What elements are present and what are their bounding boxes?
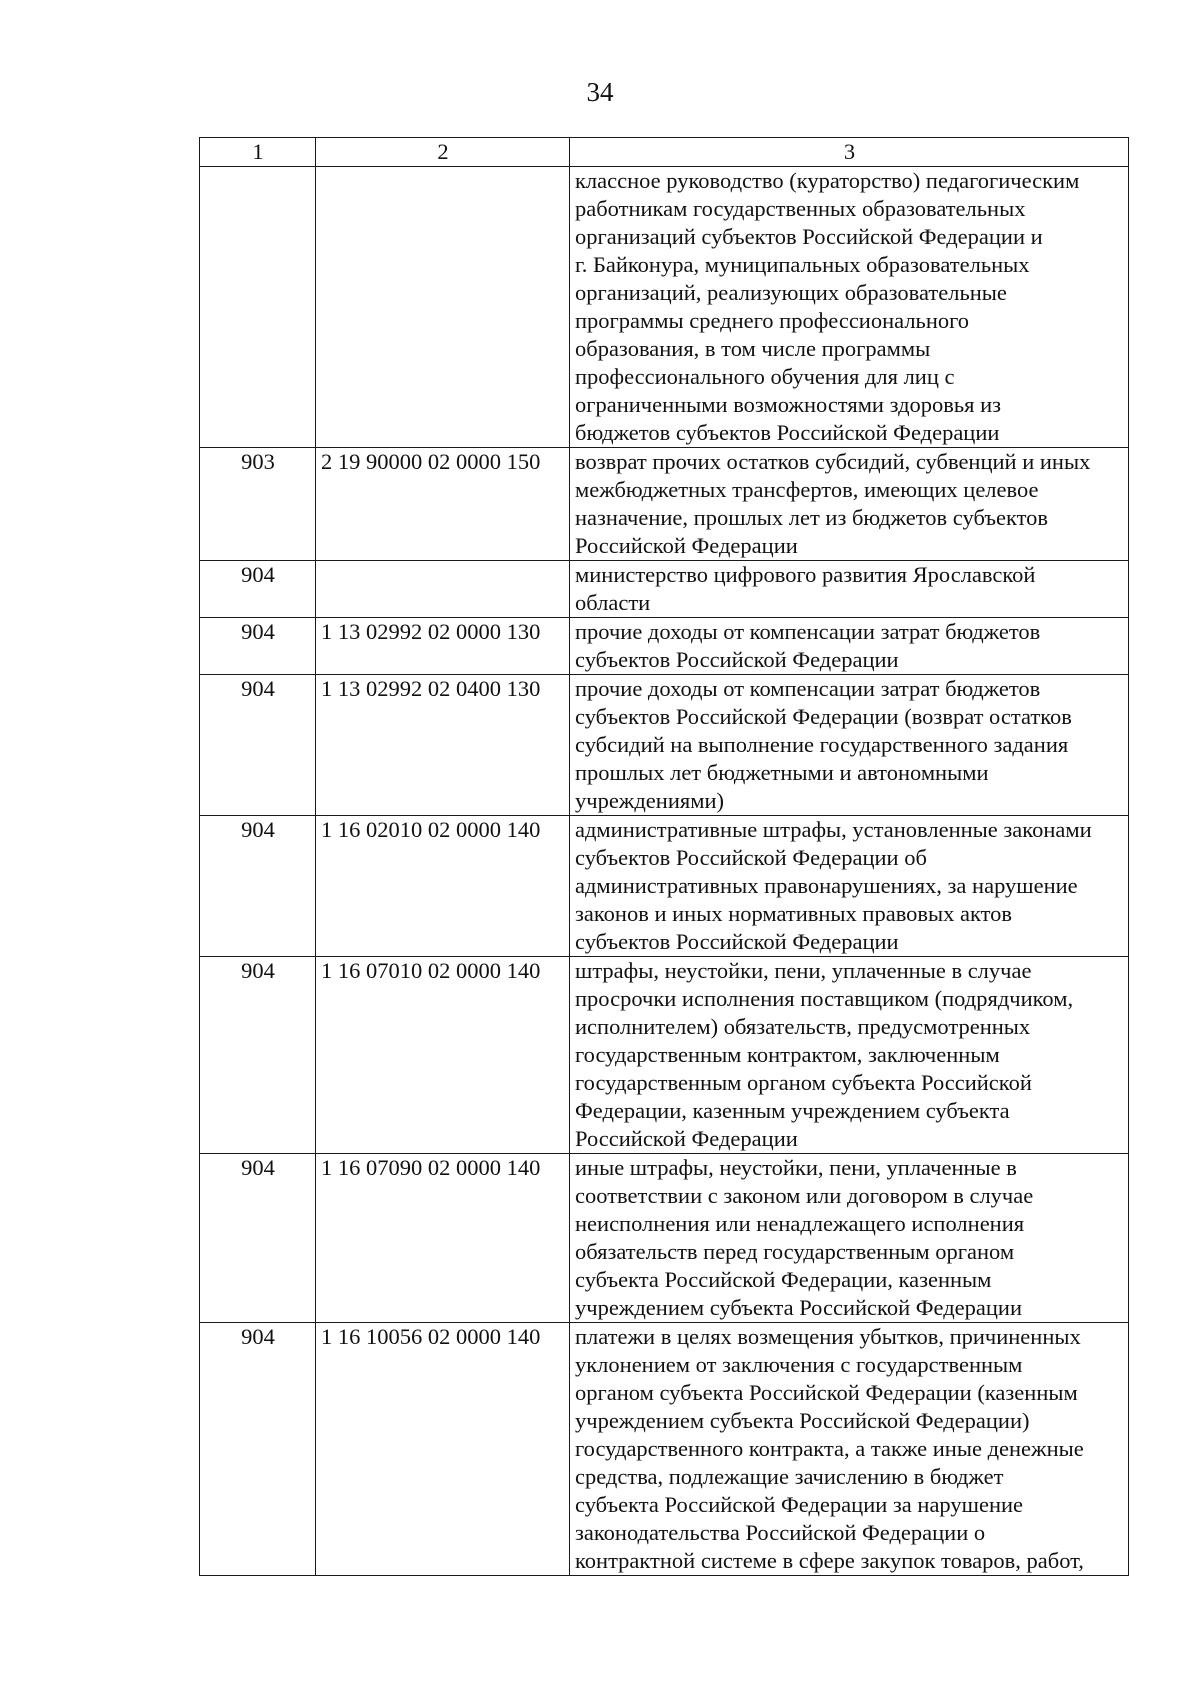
- column-header-1: 1: [200, 138, 316, 167]
- description-line: платежи в целях возмещения убытков, причиненных: [575, 1324, 1081, 1349]
- description-line: субъектов Российской Федерации (возврат остатков: [575, 704, 1072, 729]
- table-row: [200, 816, 1129, 957]
- table-row: [200, 448, 1129, 561]
- description-line: исполнителем) обязательств, предусмотренных: [575, 1014, 1031, 1039]
- description-line: соответствии с законом или договором в случае: [575, 1183, 1034, 1208]
- description-line: средства, подлежащие зачислению в бюджет: [575, 1464, 1004, 1489]
- table-row: [200, 561, 1129, 618]
- table-row: [200, 167, 1129, 448]
- description-line: работникам государственных образовательных: [575, 196, 1026, 221]
- table-row: [200, 957, 1129, 1154]
- description-line: ограниченными возможностями здоровья из: [575, 392, 1002, 417]
- admin-code-cell: 904: [200, 561, 316, 618]
- description-line: Российской Федерации: [575, 1126, 798, 1151]
- description-line: контрактной системе в сфере закупок товаров, работ,: [575, 1548, 1084, 1573]
- description-line: субъектов Российской Федерации об: [575, 845, 927, 870]
- description-cell: [570, 1323, 1129, 1576]
- description-line: обязательств перед государственным органом: [575, 1239, 1015, 1264]
- admin-code-cell: 904: [200, 816, 316, 957]
- description-line: учреждениями): [575, 788, 724, 813]
- description-line: государственным контрактом, заключенным: [575, 1042, 1000, 1067]
- description-line: профессионального обучения для лиц с: [575, 364, 955, 389]
- description-cell: [570, 448, 1129, 561]
- description-cell: [570, 957, 1129, 1154]
- revenue-codes-table: [199, 137, 1129, 1576]
- description-line: государственного контракта, а также иные денежные: [575, 1436, 1084, 1461]
- description-line: Федерации, казенным учреждением субъекта: [575, 1098, 1010, 1123]
- revenue-code-cell: [316, 561, 570, 618]
- revenue-code-cell: 1 16 07010 02 0000 140: [316, 957, 570, 1154]
- description-line: субсидий на выполнение государственного задания: [575, 732, 1069, 757]
- revenue-code-cell: 1 13 02992 02 0400 130: [316, 675, 570, 816]
- page-number: 34: [586, 77, 614, 107]
- table-row: [200, 1154, 1129, 1323]
- description-line: законодательства Российской Федерации о: [575, 1520, 986, 1545]
- description-line: классное руководство (кураторство) педагогическим: [575, 168, 1080, 193]
- description-line: учреждением субъекта Российской Федерации): [575, 1408, 1030, 1433]
- revenue-code-cell: 1 16 02010 02 0000 140: [316, 816, 570, 957]
- description-line: министерство цифрового развития Ярославской: [575, 562, 1036, 587]
- description-line: субъекта Российской Федерации за нарушение: [575, 1492, 1024, 1517]
- column-header-2: 2: [316, 138, 570, 167]
- description-line: Российской Федерации: [575, 533, 798, 558]
- description-line: прочие доходы от компенсации затрат бюджетов: [575, 619, 1041, 644]
- description-line: административные штрафы, установленные законами: [575, 817, 1092, 842]
- revenue-code-cell: 1 16 10056 02 0000 140: [316, 1323, 570, 1576]
- description-line: учреждением субъекта Российской Федерации: [575, 1295, 1022, 1320]
- table-header-row: [200, 138, 1129, 167]
- description-line: органом субъекта Российской Федерации (казенным: [575, 1380, 1078, 1405]
- admin-code-cell: 904: [200, 618, 316, 675]
- description-line: административных правонарушениях, за нарушение: [575, 873, 1078, 898]
- revenue-code-cell: 1 13 02992 02 0000 130: [316, 618, 570, 675]
- table-row: [200, 1323, 1129, 1576]
- table-row: [200, 675, 1129, 816]
- description-line: субъектов Российской Федерации: [575, 929, 899, 954]
- description-line: неисполнения или ненадлежащего исполнения: [575, 1211, 1025, 1236]
- admin-code-cell: 904: [200, 957, 316, 1154]
- description-line: иные штрафы, неустойки, пени, уплаченные в: [575, 1155, 1017, 1180]
- admin-code-cell: 903: [200, 448, 316, 561]
- description-cell: [570, 1154, 1129, 1323]
- description-cell: [570, 675, 1129, 816]
- description-line: межбюджетных трансфертов, имеющих целевое: [575, 477, 1039, 502]
- description-line: назначение, прошлых лет из бюджетов субъектов: [575, 505, 1049, 530]
- description-line: уклонением от заключения с государственным: [575, 1352, 1023, 1377]
- description-line: субъекта Российской Федерации, казенным: [575, 1267, 992, 1292]
- revenue-code-cell: 1 16 07090 02 0000 140: [316, 1154, 570, 1323]
- admin-code-cell: 904: [200, 1154, 316, 1323]
- admin-code-cell: 904: [200, 1323, 316, 1576]
- description-cell: [570, 618, 1129, 675]
- revenue-code-cell: [316, 167, 570, 448]
- description-line: государственным органом субъекта Российской: [575, 1070, 1032, 1095]
- description-line: штрафы, неустойки, пени, уплаченные в случае: [575, 958, 1032, 983]
- description-cell: [570, 816, 1129, 957]
- description-cell: [570, 561, 1129, 618]
- description-line: прочие доходы от компенсации затрат бюджетов: [575, 676, 1041, 701]
- description-line: бюджетов субъектов Российской Федерации: [575, 420, 1000, 445]
- description-line: просрочки исполнения поставщиком (подрядчиком,: [575, 986, 1074, 1011]
- table-body: [200, 167, 1129, 1576]
- admin-code-cell: 904: [200, 675, 316, 816]
- table-row: [200, 618, 1129, 675]
- column-header-3: 3: [570, 138, 1129, 167]
- admin-code-cell: [200, 167, 316, 448]
- description-line: г. Байконура, муниципальных образовательных: [575, 252, 1030, 277]
- revenue-code-cell: 2 19 90000 02 0000 150: [316, 448, 570, 561]
- description-line: субъектов Российской Федерации: [575, 647, 899, 672]
- description-line: программы среднего профессионального: [575, 308, 970, 333]
- description-line: возврат прочих остатков субсидий, субвенций и иных: [575, 449, 1091, 474]
- description-line: прошлых лет бюджетными и автономными: [575, 760, 989, 785]
- description-line: законов и иных нормативных правовых актов: [575, 901, 1013, 926]
- description-cell: [570, 167, 1129, 448]
- description-line: организаций, реализующих образовательные: [575, 280, 1007, 305]
- description-line: области: [575, 590, 651, 615]
- description-line: организаций субъектов Российской Федерации и: [575, 224, 1043, 249]
- description-line: образования, в том числе программы: [575, 336, 931, 361]
